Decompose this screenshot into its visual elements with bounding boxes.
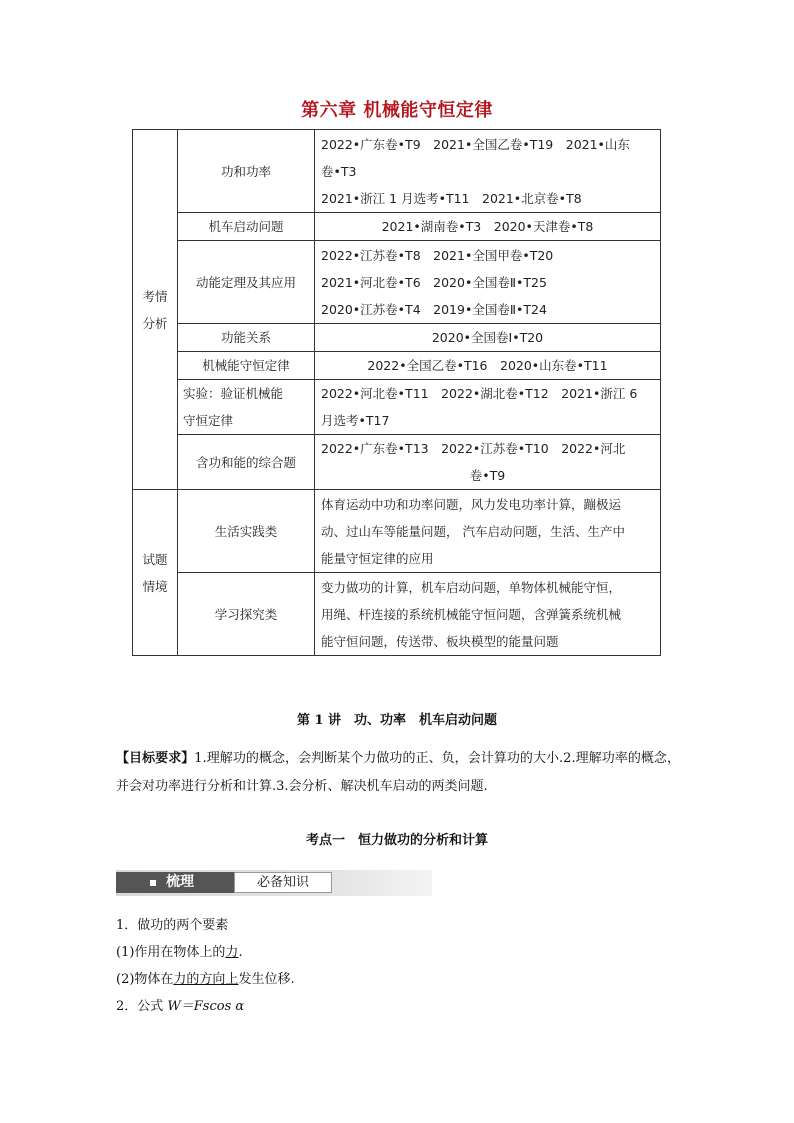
- source-cell: 体育运动中功和功率问题，风力发电功率计算，蹦极运 动、过山车等能量问题， 汽车启动问题，生活、生产中 能量守恒定律的应用: [315, 490, 661, 573]
- text-line: (1)作用在物体上的力.: [116, 945, 243, 960]
- group-label-analysis: 考情 分析: [133, 130, 178, 490]
- source-cell: 2022•广东卷•T13 2022•江苏卷•T10 2022•河北 卷•T9: [315, 435, 661, 490]
- topic-cell: 动能定理及其应用: [178, 241, 315, 324]
- text-line: (2)物体在力的方向上发生位移.: [116, 972, 295, 987]
- table-row: [133, 213, 661, 241]
- source-cell: 变力做功的计算，机车启动问题，单物体机械能守恒， 用绳、杆连接的系统机械能守恒问题，含弹簧系统机械 能守恒问题，传送带、板块模型的能量问题: [315, 573, 661, 656]
- table-row: [133, 380, 661, 435]
- banner-light-tab: 必备知识: [234, 872, 332, 893]
- goal-label: 【目标要求】: [116, 751, 195, 766]
- group-label-context: 试题 情境: [133, 490, 178, 656]
- table-row: [133, 352, 661, 380]
- goal-paragraph: [116, 745, 680, 801]
- content-body: [116, 912, 680, 1020]
- formula-line: 2．公式 W＝Fscos α: [116, 999, 245, 1014]
- table-row: [133, 324, 661, 352]
- table-row: [133, 573, 661, 656]
- source-cell: 2022•江苏卷•T8 2021•全国甲卷•T20 2021•河北卷•T6 2020•全国卷Ⅱ•T25 2020•江苏卷•T4 2019•全国卷Ⅱ•T24: [315, 241, 661, 324]
- source-cell: 2022•河北卷•T11 2022•湖北卷•T12 2021•浙江 6 月选考•T17: [315, 380, 661, 435]
- topic-cell: 功和功率: [178, 130, 315, 213]
- topic-cell: 学习探究类: [178, 573, 315, 656]
- topic-cell: 含功和能的综合题: [178, 435, 315, 490]
- work-formula: W＝Fscos α: [167, 999, 245, 1014]
- topic-cell: 机械能守恒定律: [178, 352, 315, 380]
- section-banner: [116, 870, 432, 896]
- lecture-title: 第 1 讲 功、功率 机车启动问题: [296, 713, 498, 728]
- key-point-heading: 考点一 恒力做功的分析和计算: [305, 833, 488, 848]
- topic-cell: 功能关系: [178, 324, 315, 352]
- table-row: [133, 241, 661, 324]
- banner-dark-tab: 梳理: [116, 872, 234, 893]
- table-row: [133, 490, 661, 573]
- topic-cell: 生活实践类: [178, 490, 315, 573]
- chapter-title: 第六章 机械能守恒定律: [301, 100, 493, 121]
- exam-analysis-table: [132, 129, 661, 656]
- source-cell: 2022•全国乙卷•T16 2020•山东卷•T11: [315, 352, 661, 380]
- source-cell: 2022•广东卷•T9 2021•全国乙卷•T19 2021•山东 卷•T3 2021•浙江 1 月选考•T11 2021•北京卷•T8: [315, 130, 661, 213]
- topic-cell: 机车启动问题: [178, 213, 315, 241]
- source-cell: 2021•湖南卷•T3 2020•天津卷•T8: [315, 213, 661, 241]
- table-row: [133, 435, 661, 490]
- topic-cell: 实验：验证机械能 守恒定律: [178, 380, 315, 435]
- square-bullet-icon: [150, 880, 156, 886]
- goal-text: 1.理解功的概念，会判断某个力做功的正、负，会计算功的大小.2.理解功率的概念，并会对功率进行分析和计算.3.会分析、解决机车启动的两类问题.: [116, 751, 680, 794]
- source-cell: 2020•全国卷Ⅰ•T20: [315, 324, 661, 352]
- text-line: 1．做功的两个要素: [116, 918, 229, 933]
- table-row: [133, 130, 661, 213]
